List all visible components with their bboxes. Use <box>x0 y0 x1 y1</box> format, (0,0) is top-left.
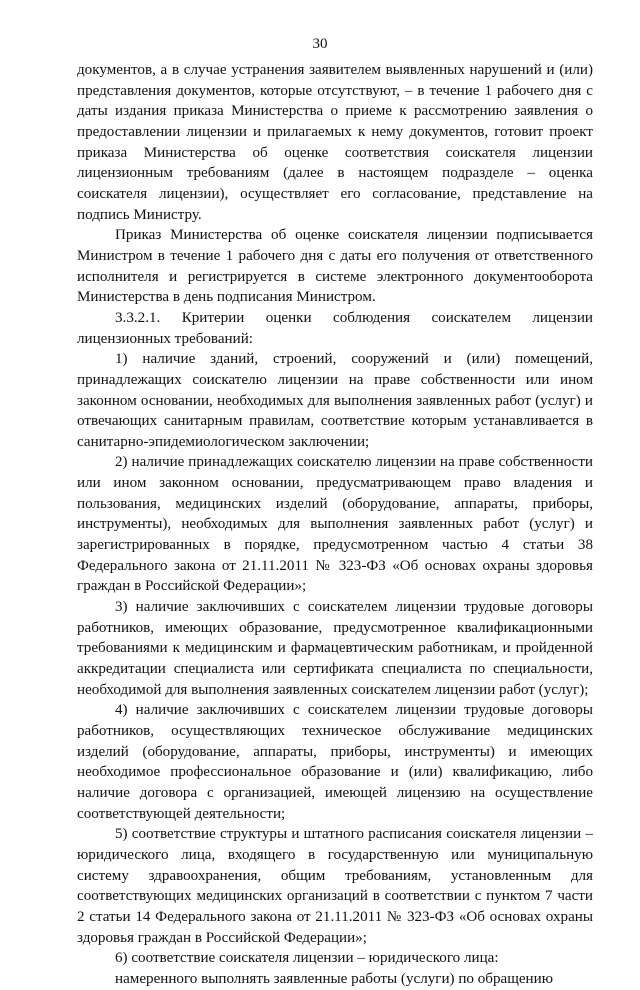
paragraph-criteria-heading: 3.3.2.1. Критерии оценки соблюдения соискателем лицензии лицензионных требований: <box>77 309 593 347</box>
list-item-5: 5) соответствие структуры и штатного расписания соискателя лицензии – юридического лица, входящего в государственную или муниципальную систему здравоохранения, общим требованиям, установленным для соответствующих медицинских организаций в соответствии с пунктом 7 части 2 статьи 14 Федерального закона от 21.11.2011 № 323-ФЗ «Об основах охраны здоровья граждан в Российской Федерации»; <box>77 826 593 946</box>
list-item-2: 2) наличие принадлежащих соискателю лицензии на праве собственности или ином законном основании, предусматривающем право владения и пользования, медицинских изделий (оборудование, аппараты, приборы, инструменты), необходимых для выполнения заявленных работ (услуг) и зарегистрированных в порядке, предусмотренном частью 4 статьи 38 Федерального закона от 21.11.2011 № 323-ФЗ «Об основах охраны здоровья граждан в Российской Федерации»; <box>77 454 593 595</box>
list-item-1: 1) наличие зданий, строений, сооружений и (или) помещений, принадлежащих соискателю лицензии на праве собственности или ином законном основании, необходимых для выполнения заявленных работ (услуг) и отвечающих санитарным правилам, соответствие которым устанавливается в санитарно-эпидемиологическом заключении; <box>77 351 593 450</box>
paragraph-continuation: документов, а в случае устранения заявителем выявленных нарушений и (или) представления документов, которые отсутствуют, – в течение 1 рабочего дня с даты издания приказа Министерства о приеме к рассмотрению заявления о предоставлении лицензии и прилагаемых к нему документов, готовит проект приказа Министерства об оценке соответствия соискателя лицензии лицензионным требованиям (далее в настоящем подразделе – оценка соискателя лицензии), осуществляет его согласование, представление на подпись Министру. <box>77 62 593 223</box>
list-item-6-subclause: намеренного выполнять заявленные работы (услуги) по обращению <box>115 970 553 987</box>
document-body <box>77 60 593 990</box>
list-item-3: 3) наличие заключивших с соискателем лицензии трудовые договоры работников, имеющих образование, предусмотренное квалификационными требованиями к медицинским и фармацевтическим работникам, и пройденной аккредитации специалиста или сертификата специалиста по специальности, необходимой для выполнения заявленных соискателем лицензии работ (услуг); <box>77 599 593 698</box>
page-number: 30 <box>312 36 328 52</box>
paragraph-order-signing: Приказ Министерства об оценке соискателя лицензии подписывается Министром в течение 1 рабочего дня с даты его получения от ответственного исполнителя и регистрируется в системе электронного документооборота Министерства в день подписания Министром. <box>77 227 593 306</box>
list-item-4: 4) наличие заключивших с соискателем лицензии трудовые договоры работников, осуществляющих техническое обслуживание медицинских изделий (оборудование, аппараты, приборы, инструменты) и имеющих необходимое профессиональное образование и (или) квалификацию, либо наличие договора с организацией, имеющей лицензию на осуществление соответствующей деятельности; <box>77 702 593 822</box>
list-item-6: 6) соответствие соискателя лицензии – юридического лица: <box>115 950 499 967</box>
